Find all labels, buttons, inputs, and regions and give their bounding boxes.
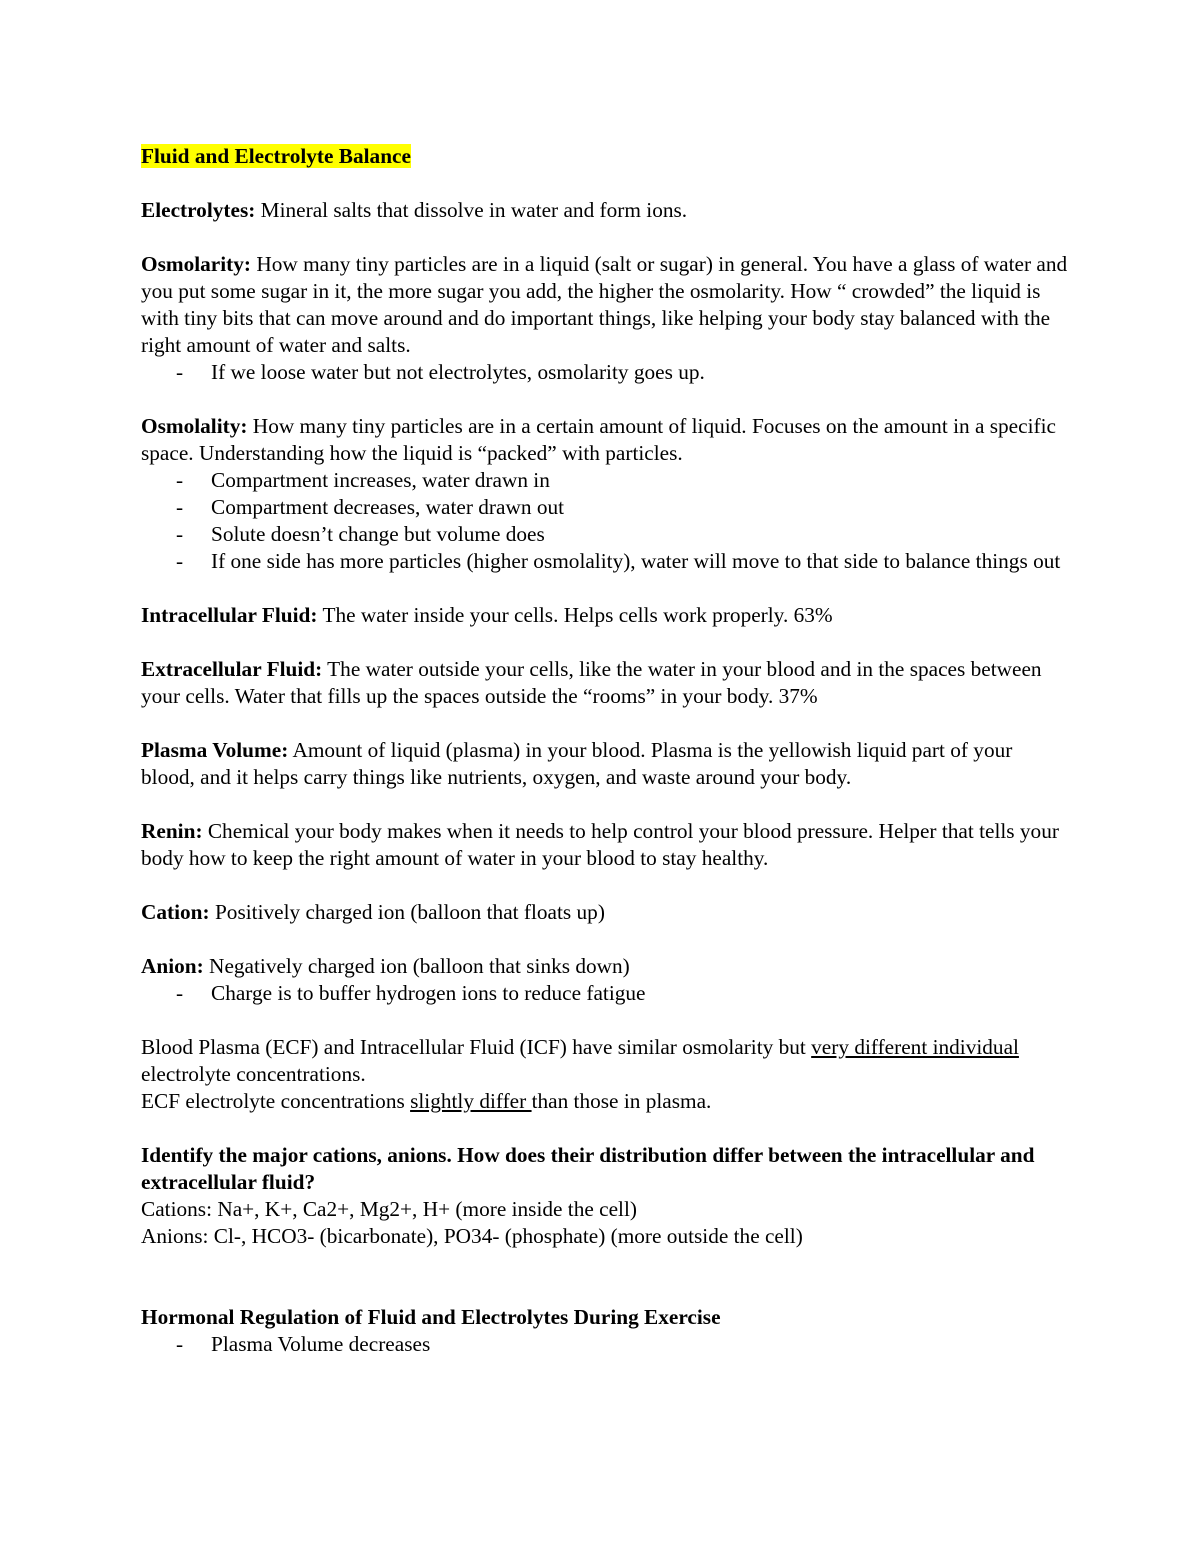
term-plasma-volume: Plasma Volume: xyxy=(141,738,289,762)
comparison-paragraph: Blood Plasma (ECF) and Intracellular Fluid (ICF) have similar osmolarity but very different individual electrolyte concentrations. ECF electrolyte concentrations slightly differ than those in plasma. xyxy=(141,1035,1019,1113)
definition-electrolytes xyxy=(141,197,1071,224)
dash-bullet: - xyxy=(176,1332,184,1356)
hormonal-section xyxy=(141,1304,1071,1358)
definition-text: Negatively charged ion (balloon that sinks down) xyxy=(203,954,630,978)
definition-text: Chemical your body makes when it needs to help control your blood pressure. Helper that tells your body how to keep the right amount of water in your blood to stay healthy. xyxy=(141,819,1059,870)
bullet-list xyxy=(141,980,1071,1007)
list-item: - If one side has more particles (higher osmolality), water will move to that side to balance things out xyxy=(176,549,1061,573)
definition-osmolarity xyxy=(141,251,1071,386)
term-osmolality: Osmolality: xyxy=(141,414,248,438)
bullet-list xyxy=(141,1331,1071,1358)
dash-bullet: - xyxy=(176,549,184,573)
cations-answer: Cations: Na+, K+, Ca2+, Mg2+, H+ (more inside the cell) xyxy=(141,1197,637,1221)
underlined-text: slightly differ xyxy=(410,1089,532,1113)
page-title-line xyxy=(141,143,1071,170)
term-extracellular-fluid: Extracellular Fluid: xyxy=(141,657,323,681)
list-item: - Solute doesn’t change but volume does xyxy=(176,522,545,546)
term-renin: Renin: xyxy=(141,819,203,843)
bullet-list xyxy=(141,467,1071,575)
dash-bullet: - xyxy=(176,495,184,519)
definition-text: How many tiny particles are in a certain amount of liquid. Focuses on the amount in a specific space. Understanding how the liquid is “packed” with particles. xyxy=(141,414,1056,465)
list-item: - If we loose water but not electrolytes, osmolarity goes up. xyxy=(176,360,705,384)
dash-bullet: - xyxy=(176,468,184,492)
definition-anion xyxy=(141,953,1071,1007)
term-osmolarity: Osmolarity: xyxy=(141,252,252,276)
dash-bullet: - xyxy=(176,522,184,546)
definition-text: How many tiny particles are in a liquid (salt or sugar) in general. You have a glass of water and you put some sugar in it, the more sugar you add, the higher the osmolarity. How “ crowded” the liquid is with tiny bits that can move around and do important things, like helping your body stay balanced with the right amount of water and salts. xyxy=(141,252,1068,357)
definition-cation xyxy=(141,899,1071,926)
term-intracellular-fluid: Intracellular Fluid: xyxy=(141,603,318,627)
definition-text: Amount of liquid (plasma) in your blood. Plasma is the yellowish liquid part of your blood, and it helps carry things like nutrients, oxygen, and waste around your body. xyxy=(141,738,1013,789)
anions-answer: Anions: Cl-, HCO3- (bicarbonate), PO34- (phosphate) (more outside the cell) xyxy=(141,1224,803,1248)
term-anion: Anion: xyxy=(141,954,204,978)
definition-text: The water inside your cells. Helps cells work properly. 63% xyxy=(317,603,833,627)
definition-renin xyxy=(141,818,1071,872)
dash-bullet: - xyxy=(176,360,184,384)
list-item: - Charge is to buffer hydrogen ions to reduce fatigue xyxy=(176,981,646,1005)
definition-text: Positively charged ion (balloon that floats up) xyxy=(209,900,605,924)
list-item: - Compartment decreases, water drawn out xyxy=(176,495,565,519)
term-electrolytes: Electrolytes: xyxy=(141,198,256,222)
question-prompt: Identify the major cations, anions. How does their distribution differ between the intracellular and extracellular fluid? xyxy=(141,1143,1035,1194)
page-title: Fluid and Electrolyte Balance xyxy=(141,144,411,168)
definition-text: Mineral salts that dissolve in water and form ions. xyxy=(255,198,688,222)
dash-bullet: - xyxy=(176,981,184,1005)
list-item: - Compartment increases, water drawn in xyxy=(176,468,550,492)
term-cation: Cation: xyxy=(141,900,210,924)
underlined-text: very different individual xyxy=(811,1035,1019,1059)
list-item: - Plasma Volume decreases xyxy=(176,1332,431,1356)
question-section xyxy=(141,1142,1071,1250)
spacer xyxy=(141,1250,1071,1304)
bullet-list xyxy=(141,359,1071,386)
definition-plasma-volume xyxy=(141,737,1071,791)
document-body xyxy=(141,143,1071,1358)
section-heading: Hormonal Regulation of Fluid and Electrolytes During Exercise xyxy=(141,1305,721,1329)
definition-osmolality xyxy=(141,413,1071,575)
definition-extracellular-fluid xyxy=(141,656,1071,710)
definition-intracellular-fluid xyxy=(141,602,1071,629)
definition-text: The water outside your cells, like the water in your blood and in the spaces between your cells. Water that fills up the spaces outside the “rooms” in your body. 37% xyxy=(141,657,1042,708)
